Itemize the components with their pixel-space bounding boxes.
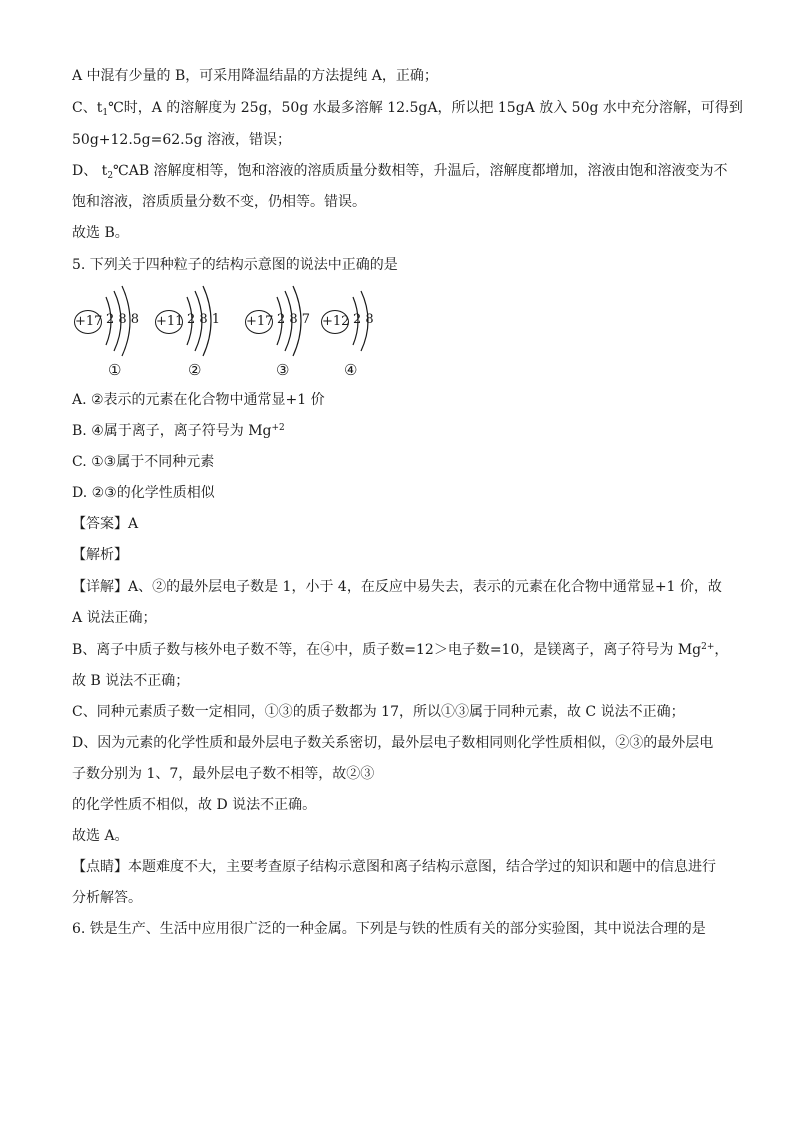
detail-line: 故选 A。 xyxy=(72,828,129,844)
option-c: C. ①③属于不同种元素 xyxy=(72,454,215,470)
detail-line: 的化学性质不相似，故 D 说法不正确。 xyxy=(72,797,317,813)
nucleus: +11 xyxy=(155,310,183,334)
answer-line: 【答案】A xyxy=(72,516,139,532)
comment-line: 【点睛】本题难度不大，主要考查原子结构示意图和离子结构示意图，结合学过的知识和题中的信息进行 xyxy=(72,859,716,875)
atom-label: ① xyxy=(108,361,122,379)
detail-line: A 说法正确； xyxy=(72,610,157,626)
text-line: 饱和溶液，溶质质量分数不变，仍相等。错误。 xyxy=(72,194,366,210)
atom-label: ③ xyxy=(276,361,290,379)
option-d: D. ②③的化学性质相似 xyxy=(72,485,215,501)
detail-line: 子数分别为 1、7，最外层电子数不相等，故②③ xyxy=(72,766,375,782)
text-line: D、 $t_2℃AB$ 溶解度相等，饱和溶液的溶质质量分数相等，升温后，溶解度都增加，溶液由饱和溶液变为不 xyxy=(72,163,728,181)
electron-counts: 2 8 7 xyxy=(277,312,311,327)
answer-tag: 【答案】 xyxy=(72,516,128,532)
nucleus: +17 xyxy=(245,310,273,334)
electron-counts: 2 8 1 xyxy=(187,312,221,327)
question-stem: 5. 下列关于四种粒子的结构示意图的说法中正确的是 xyxy=(72,257,398,273)
detail-line: B、离子中质子数与核外电子数不等，在④中，质子数=12＞电子数=10，是镁离子，离子符号为 $Mg^{2+}$， xyxy=(72,642,729,658)
detail-line: D、因为元素的化学性质和最外层电子数关系密切，最外层电子数相同则化学性质相似，②③的最外层电 xyxy=(72,735,714,751)
text-line: 50g+12.5g=62.5g 溶液，错误； xyxy=(72,132,291,148)
nucleus: +12 xyxy=(321,310,349,334)
text-line: 故选 B。 xyxy=(72,225,129,241)
detail-tag: 【详解】 xyxy=(72,579,128,595)
nucleus: +17 xyxy=(74,310,102,334)
text-line: C、$t_1℃$时，A 的溶解度为 25g，50g 水最多溶解 12.5gA，所以把 15gA 放入 50g 水中充分溶解，可得到 xyxy=(72,100,743,118)
option-a: A. ②表示的元素在化合物中通常显+1 价 xyxy=(72,392,325,408)
detail-line: 故 B 说法不正确； xyxy=(72,673,190,689)
option-b: B. ④属于离子，离子符号为 $Mg^{+2}$ xyxy=(72,423,285,439)
next-question-stem: 6. 铁是生产、生活中应用很广泛的一种金属。下列是与铁的性质有关的部分实验图，其中说法合理的是 xyxy=(72,921,706,937)
electron-counts: 2 8 xyxy=(353,312,374,327)
atom-diagram xyxy=(153,283,253,358)
electron-counts: 2 8 8 xyxy=(106,312,140,327)
text-line: A 中混有少量的 B，可采用降温结晶的方法提纯 A，正确； xyxy=(72,68,438,84)
atom-label: ④ xyxy=(344,361,358,379)
comment-line: 分析解答。 xyxy=(72,890,142,906)
atom-diagram xyxy=(319,283,419,358)
comment-tag: 【点睛】 xyxy=(72,859,128,875)
detail-line: 【详解】A、②的最外层电子数是 1，小于 4，在反应中易失去，表示的元素在化合物中通常显+1 价，故 xyxy=(72,579,722,595)
atom-label: ② xyxy=(188,361,202,379)
analysis-tag: 【解析】 xyxy=(72,547,128,563)
detail-line: C、同种元素质子数一定相同，①③的质子数都为 17，所以①③属于同种元素，故 C 说法不正确； xyxy=(72,704,685,720)
